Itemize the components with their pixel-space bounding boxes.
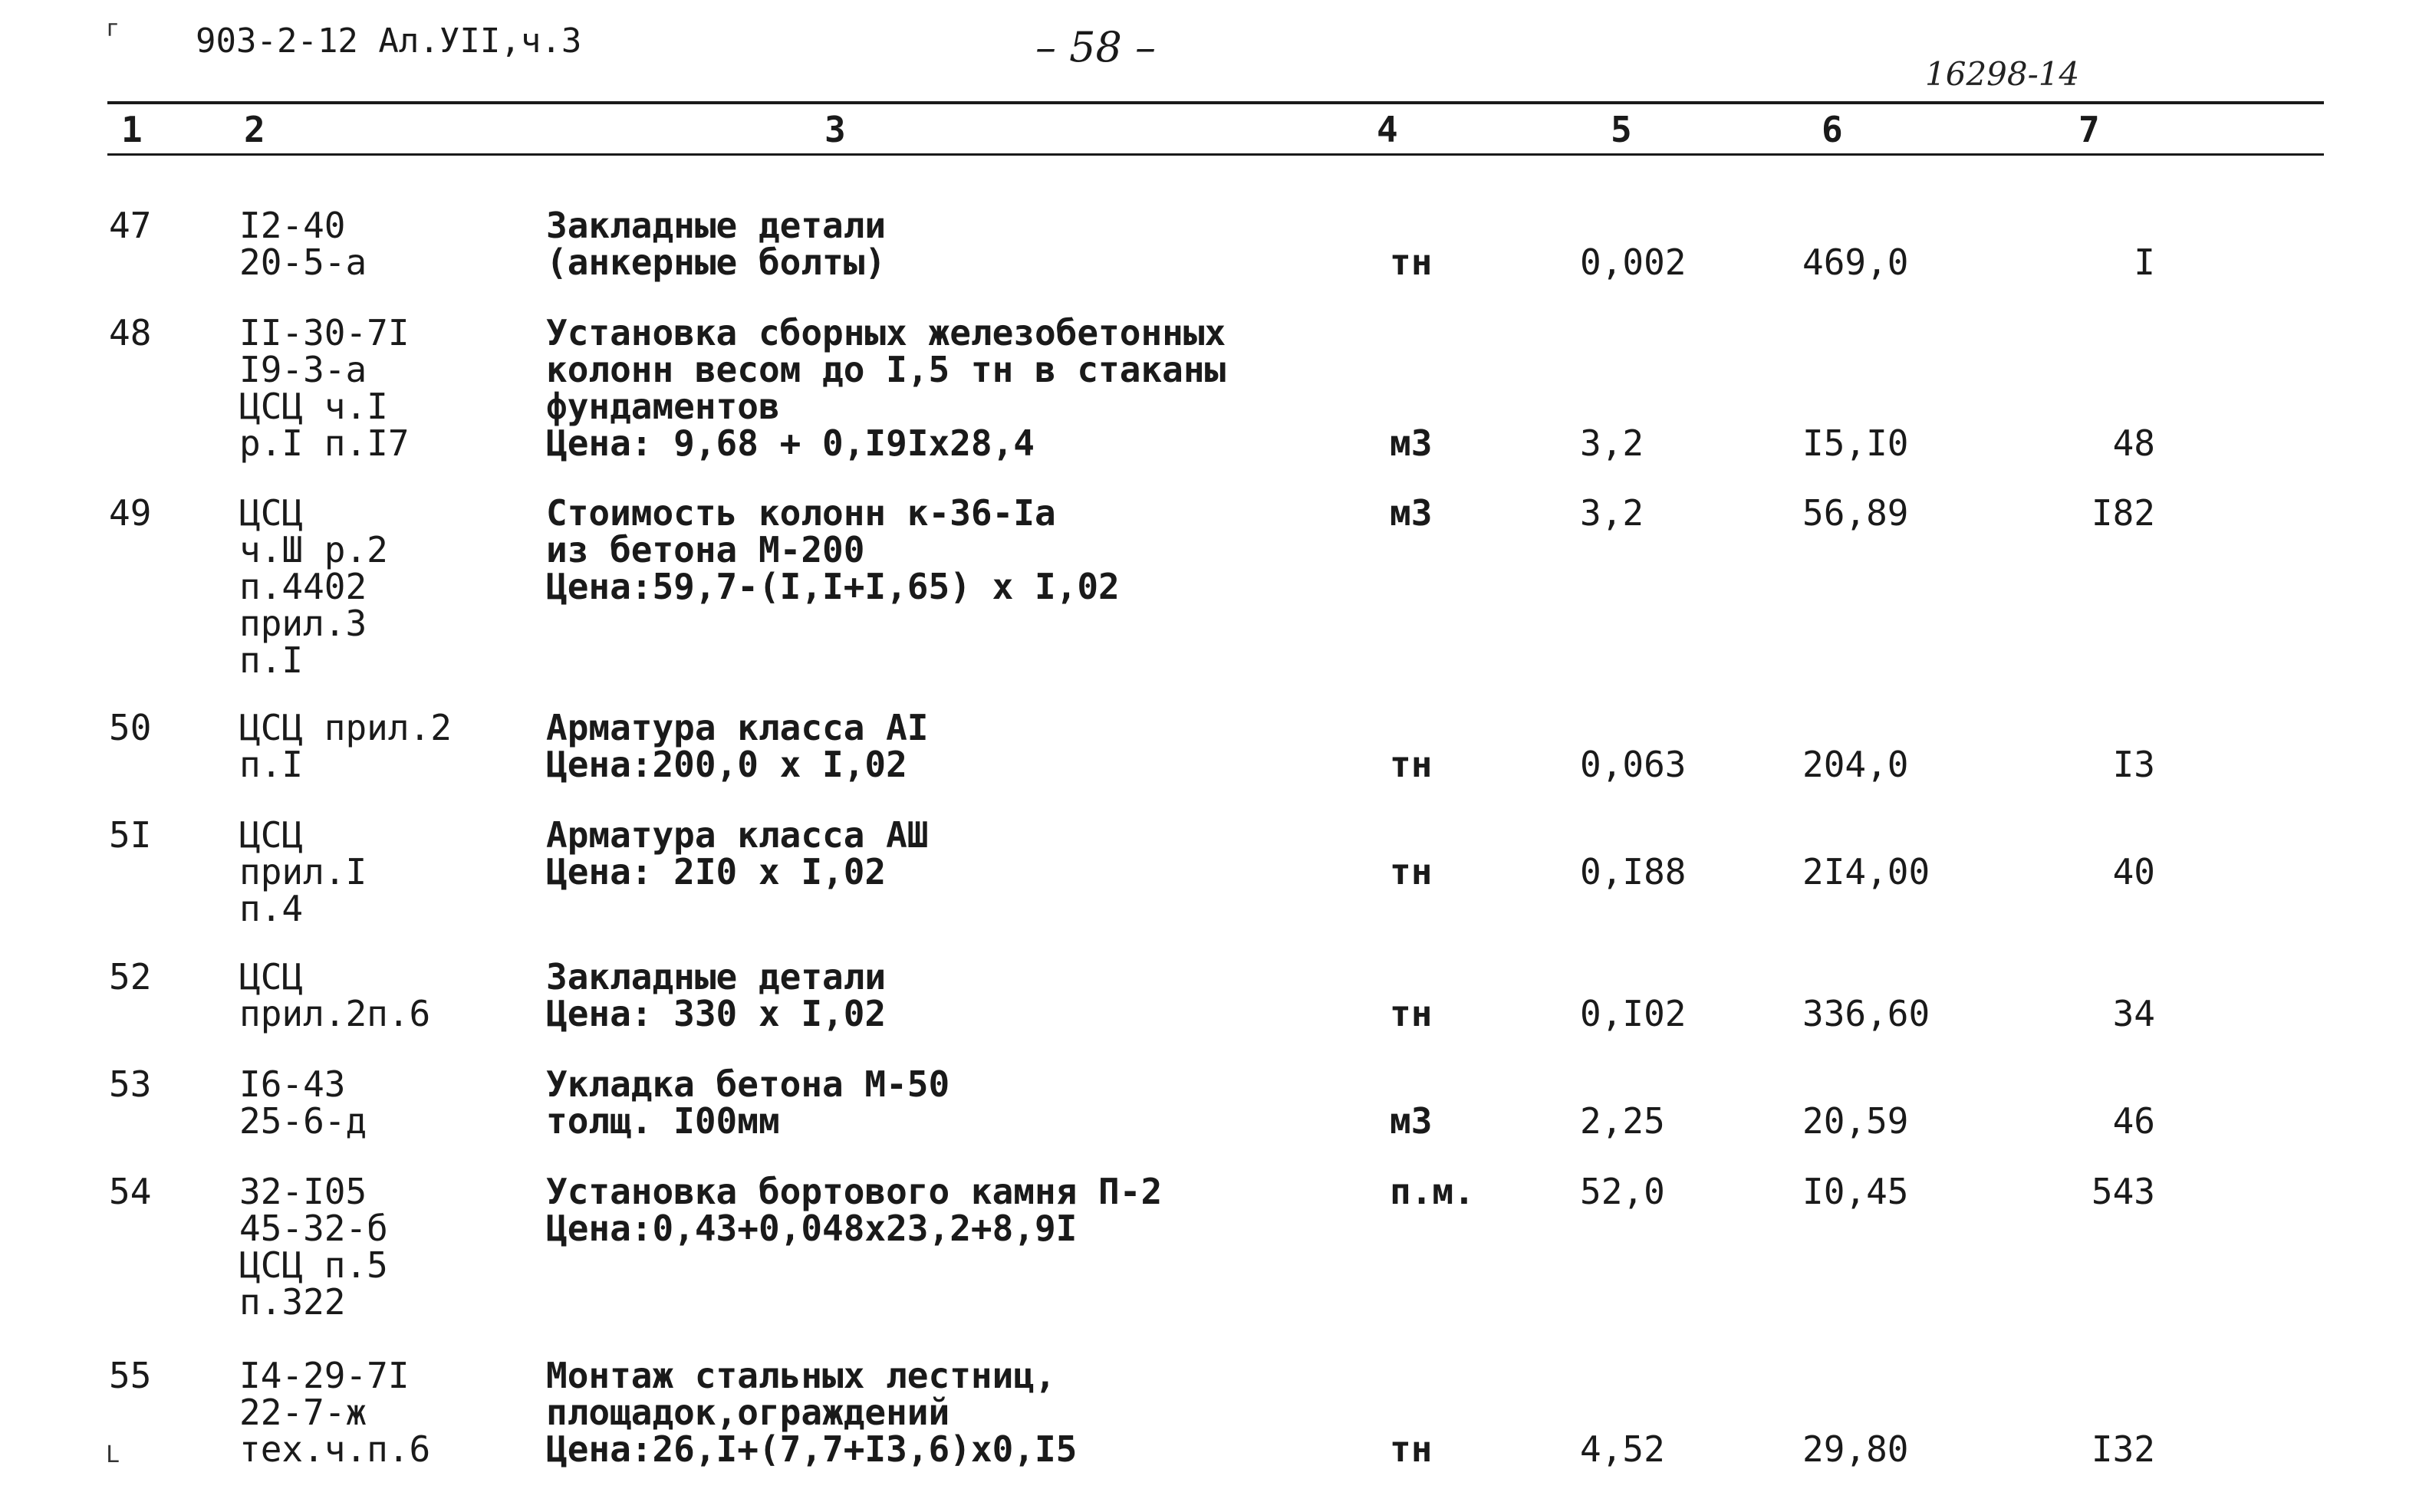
reference-code-line: I6-43 bbox=[239, 1063, 346, 1105]
work-description-line: Укладка бетона М-50 bbox=[546, 1063, 950, 1105]
unit: м3 bbox=[1390, 422, 1433, 464]
work-description-line: Арматура класса АI bbox=[546, 707, 929, 748]
column-number-5: 5 bbox=[1611, 109, 1632, 150]
reference-code-line: прил.I bbox=[239, 851, 367, 892]
reference-code-line: ЦСЦ прил.2 bbox=[239, 707, 452, 748]
unit-price: 336,60 bbox=[1802, 993, 1930, 1034]
unit: м3 bbox=[1390, 1100, 1433, 1142]
work-description bbox=[546, 1357, 1077, 1468]
quantity: 0,063 bbox=[1580, 744, 1687, 785]
column-number-1: 1 bbox=[121, 109, 143, 150]
reference-code bbox=[239, 958, 430, 1032]
work-description bbox=[546, 492, 1120, 607]
work-description-line: Монтаж стальных лестниц, bbox=[546, 1355, 1056, 1396]
quantity: 0,I88 bbox=[1580, 851, 1687, 892]
row-number: 47 bbox=[109, 205, 152, 246]
work-description bbox=[546, 207, 886, 281]
work-description-line: Цена:0,43+0,048x23,2+8,9I bbox=[546, 1208, 1078, 1249]
work-description-line: Стоимость колонн к-36-Iа bbox=[546, 492, 1056, 534]
work-description-line: Установка бортового камня П-2 bbox=[546, 1171, 1163, 1212]
row-number: 53 bbox=[109, 1063, 152, 1105]
quantity: 0,002 bbox=[1580, 242, 1687, 283]
unit-price: I0,45 bbox=[1802, 1171, 1909, 1212]
row-number: 49 bbox=[109, 492, 152, 534]
reference-code-line: прил.2п.6 bbox=[239, 993, 431, 1034]
reference-code-line: прил.3 bbox=[239, 603, 367, 644]
unit: м3 bbox=[1390, 492, 1433, 534]
unit: тн bbox=[1390, 851, 1433, 892]
unit-price: 2I4,00 bbox=[1802, 851, 1930, 892]
total-cost: 48 bbox=[2112, 422, 2155, 464]
row-number: 52 bbox=[109, 956, 152, 998]
total-cost: 34 bbox=[2112, 993, 2155, 1034]
reference-code bbox=[239, 1063, 367, 1142]
column-number-2: 2 bbox=[244, 109, 265, 150]
row-number: 5I bbox=[109, 814, 152, 856]
row-number: 54 bbox=[109, 1171, 152, 1212]
reference-code-line: ч.Ш р.2 bbox=[239, 529, 388, 570]
total-cost: 543 bbox=[2091, 1171, 2155, 1212]
total-cost: 46 bbox=[2112, 1100, 2155, 1142]
reference-code-line: I2-40 bbox=[239, 205, 346, 246]
reference-code-line: ЦСЦ bbox=[239, 492, 304, 534]
work-description-line: Цена:26,I+(7,7+I3,6)x0,I5 bbox=[546, 1428, 1078, 1470]
reference-code-line: II-30-7I bbox=[239, 312, 410, 353]
work-description-line: (анкерные болты) bbox=[546, 242, 887, 283]
column-number-7: 7 bbox=[2078, 109, 2100, 150]
reference-code-line: 45-32-б bbox=[239, 1208, 388, 1249]
reference-code bbox=[239, 1171, 388, 1323]
column-number-4: 4 bbox=[1377, 109, 1398, 150]
reference-code bbox=[239, 1357, 430, 1468]
column-number-3: 3 bbox=[824, 109, 846, 150]
work-description-line: Закладные детали bbox=[546, 956, 887, 998]
corner-mark-top: г bbox=[106, 15, 120, 42]
reference-code-line: ЦСЦ ч.I bbox=[239, 386, 388, 427]
quantity: 3,2 bbox=[1580, 422, 1644, 464]
work-description-line: фундаментов bbox=[546, 386, 780, 427]
unit-price: 56,89 bbox=[1802, 492, 1909, 534]
work-description-line: Установка сборных железобетонных bbox=[546, 312, 1226, 353]
reference-code-line: 22-7-ж bbox=[239, 1392, 367, 1433]
reference-code-line: ЦСЦ bbox=[239, 956, 304, 998]
work-description bbox=[546, 958, 886, 1032]
total-cost: I3 bbox=[2112, 744, 2155, 785]
unit-price: 29,80 bbox=[1802, 1428, 1909, 1470]
work-description bbox=[546, 1063, 950, 1142]
work-description-line: Цена: 330 x I,02 bbox=[546, 993, 887, 1034]
reference-code-line: ЦСЦ bbox=[239, 814, 304, 856]
work-description-line: площадок,ограждений bbox=[546, 1392, 950, 1433]
unit-price: 469,0 bbox=[1802, 242, 1909, 283]
unit: тн bbox=[1390, 993, 1433, 1034]
reference-code-line: ЦСЦ п.5 bbox=[239, 1244, 388, 1286]
work-description bbox=[546, 314, 1226, 462]
unit: тн bbox=[1390, 1428, 1433, 1470]
reference-code-line: р.I п.I7 bbox=[239, 422, 410, 464]
reference-code-line: 25-6-д bbox=[239, 1100, 367, 1142]
quantity: 3,2 bbox=[1580, 492, 1644, 534]
total-cost: I32 bbox=[2091, 1428, 2155, 1470]
reference-code-line: п.322 bbox=[239, 1281, 346, 1323]
reference-code-line: п.I bbox=[239, 744, 304, 785]
work-description bbox=[546, 709, 929, 783]
work-description-line: Закладные детали bbox=[546, 205, 887, 246]
total-cost: I82 bbox=[2091, 492, 2155, 534]
reference-code-line: 32-I05 bbox=[239, 1171, 367, 1212]
reference-code-line: I4-29-7I bbox=[239, 1355, 410, 1396]
unit: тн bbox=[1390, 242, 1433, 283]
header-rule-bottom bbox=[107, 153, 2324, 156]
reference-code-line: п.I bbox=[239, 639, 304, 681]
work-description bbox=[546, 814, 929, 892]
work-description-line: Цена:200,0 x I,02 bbox=[546, 744, 907, 785]
reference-code bbox=[239, 814, 367, 929]
reference-code-line: I9-3-а bbox=[239, 349, 367, 390]
unit-price: I5,I0 bbox=[1802, 422, 1909, 464]
unit-price: 20,59 bbox=[1802, 1100, 1909, 1142]
row-number: 48 bbox=[109, 312, 152, 353]
reference-code bbox=[239, 314, 410, 462]
unit: тн bbox=[1390, 744, 1433, 785]
reference-code bbox=[239, 709, 452, 783]
unit: п.м. bbox=[1390, 1171, 1475, 1212]
reference-code bbox=[239, 207, 367, 281]
quantity: 2,25 bbox=[1580, 1100, 1665, 1142]
unit-price: 204,0 bbox=[1802, 744, 1909, 785]
corner-mark-bottom: L bbox=[106, 1441, 120, 1468]
header-rule-top bbox=[107, 101, 2324, 104]
work-description bbox=[546, 1173, 1162, 1247]
document-code: 903-2-12 Ал.УII,ч.3 bbox=[196, 21, 582, 61]
work-description-line: Арматура класса АШ bbox=[546, 814, 929, 856]
work-description-line: колонн весом до I,5 тн в стаканы bbox=[546, 349, 1226, 390]
quantity: 4,52 bbox=[1580, 1428, 1665, 1470]
reference-code-line: 20-5-а bbox=[239, 242, 367, 283]
quantity: 0,I02 bbox=[1580, 993, 1687, 1034]
work-description-line: Цена: 9,68 + 0,I9Ix28,4 bbox=[546, 422, 1035, 464]
work-description-line: Цена: 2I0 x I,02 bbox=[546, 851, 887, 892]
reference-code-line: тех.ч.п.6 bbox=[239, 1428, 431, 1470]
inventory-number: 16298-14 bbox=[1925, 55, 2080, 93]
reference-code-line: п.4402 bbox=[239, 566, 367, 607]
reference-code bbox=[239, 492, 388, 681]
work-description-line: толщ. I00мм bbox=[546, 1100, 780, 1142]
total-cost: 40 bbox=[2112, 851, 2155, 892]
row-number: 50 bbox=[109, 707, 152, 748]
quantity: 52,0 bbox=[1580, 1171, 1665, 1212]
reference-code-line: п.4 bbox=[239, 888, 304, 929]
column-number-6: 6 bbox=[1822, 109, 1843, 150]
work-description-line: из бетона М-200 bbox=[546, 529, 865, 570]
page-number: – 58 – bbox=[1035, 23, 1157, 71]
total-cost: I bbox=[2134, 242, 2155, 283]
row-number: 55 bbox=[109, 1355, 152, 1396]
work-description-line: Цена:59,7-(I,I+I,65) x I,02 bbox=[546, 566, 1120, 607]
